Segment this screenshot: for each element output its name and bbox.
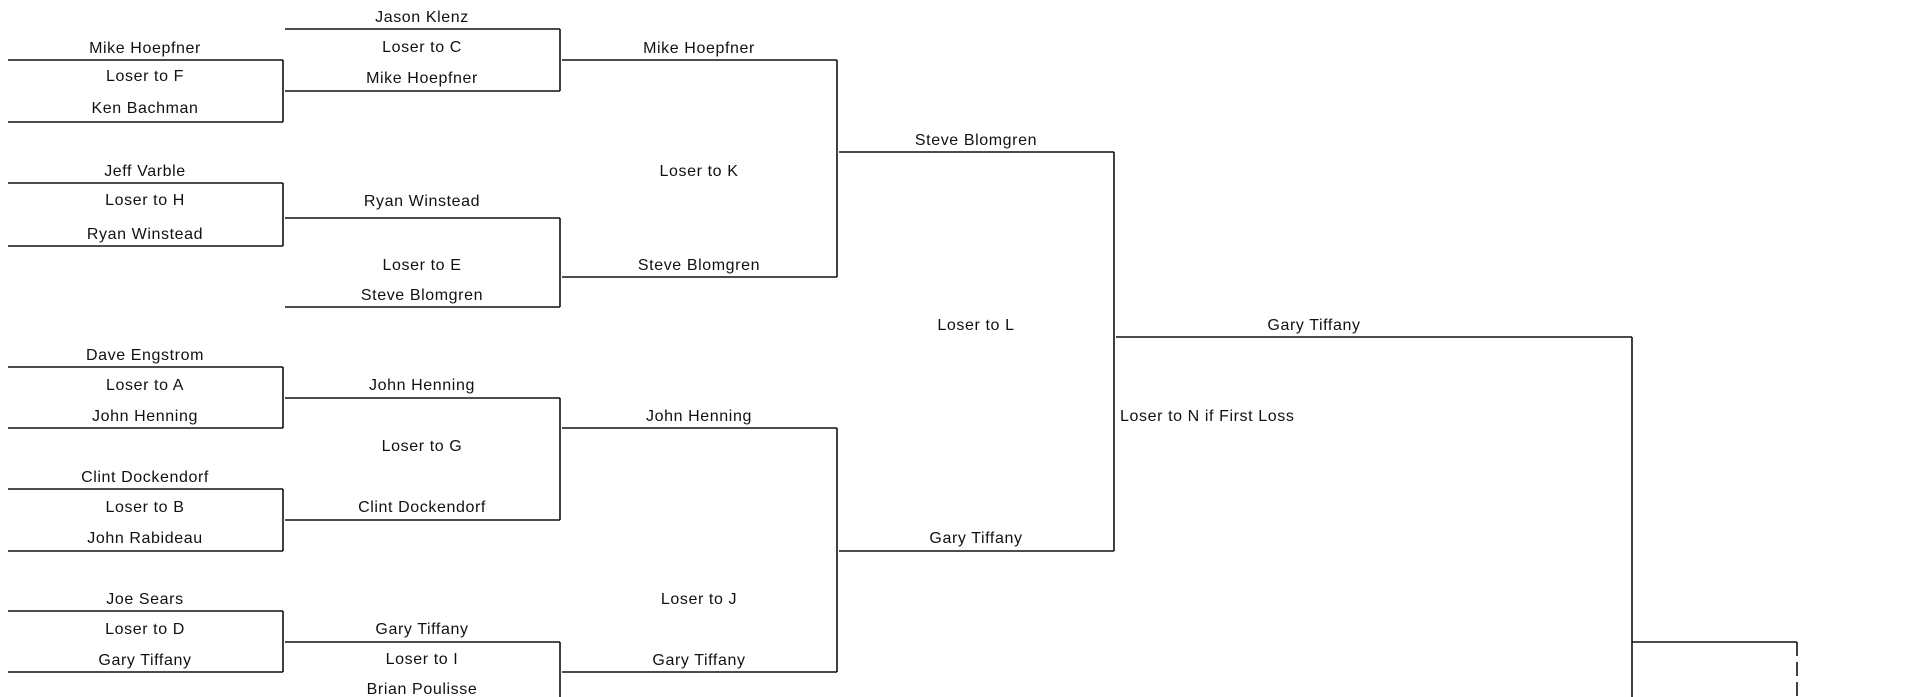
- round-1-match-4: [8, 469, 283, 551]
- match-placeholder: Loser to C: [382, 39, 462, 56]
- player-name: Steve Blomgren: [914, 132, 1038, 149]
- round-1-match-3: [8, 347, 283, 428]
- match-placeholder: Loser to I: [385, 651, 459, 668]
- round-5: [1116, 317, 1797, 697]
- round-2-match-3: [285, 377, 560, 520]
- round-2-match-4: [285, 621, 560, 697]
- player-name: Mike Hoepfner: [643, 40, 755, 57]
- match-placeholder: Loser to L: [937, 317, 1015, 334]
- round-1-match-5: [8, 591, 283, 672]
- round-2-match-1: [285, 9, 560, 91]
- player-name: Joe Sears: [106, 591, 184, 608]
- player-name: Gary Tiffany: [1267, 317, 1361, 334]
- player-name: Mike Hoepfner: [89, 40, 201, 57]
- player-name: John Henning: [369, 377, 475, 394]
- match-placeholder: Loser to K: [659, 163, 739, 180]
- match-placeholder: Loser to B: [105, 499, 185, 516]
- player-name: Mike Hoepfner: [366, 70, 478, 87]
- match-placeholder: Loser to D: [105, 621, 185, 638]
- player-name: Ryan Winstead: [363, 193, 481, 210]
- player-name: Gary Tiffany: [652, 652, 746, 669]
- player-name: Steve Blomgren: [637, 257, 761, 274]
- round-1-match-1: [8, 40, 283, 122]
- round-2: [285, 9, 560, 697]
- match-placeholder: Loser to F: [105, 68, 185, 85]
- player-name: Jeff Varble: [104, 163, 186, 180]
- round-3-match-2: [562, 408, 837, 672]
- player-name: John Rabideau: [87, 530, 203, 547]
- round-4: [839, 132, 1114, 551]
- player-name: Clint Dockendorf: [81, 469, 209, 486]
- player-name: Ken Bachman: [91, 100, 199, 117]
- round-3-match-1: [562, 40, 837, 277]
- player-name: Jason Klenz: [375, 9, 469, 26]
- round-1-match-2: [8, 163, 283, 246]
- player-name: Dave Engstrom: [85, 347, 205, 364]
- player-name: Gary Tiffany: [98, 652, 192, 669]
- round-3: [562, 40, 837, 672]
- player-name: Ryan Winstead: [86, 226, 204, 243]
- match-placeholder: Loser to A: [105, 377, 185, 394]
- match-placeholder: Loser to E: [382, 257, 462, 274]
- match-placeholder: Loser to G: [381, 438, 463, 455]
- player-name: Gary Tiffany: [929, 530, 1023, 547]
- match-placeholder: Loser to J: [660, 591, 738, 608]
- match-placeholder: Loser to H: [105, 192, 185, 209]
- round-2-match-2: [285, 193, 560, 307]
- player-name: Steve Blomgren: [360, 287, 484, 304]
- round-1: [8, 40, 283, 672]
- player-name: John Henning: [92, 408, 198, 425]
- player-name: Clint Dockendorf: [358, 499, 486, 516]
- player-name: Brian Poulisse: [366, 681, 478, 697]
- player-name: Gary Tiffany: [375, 621, 469, 638]
- match-placeholder: Loser to N if First Loss: [1120, 408, 1295, 425]
- player-name: John Henning: [646, 408, 752, 425]
